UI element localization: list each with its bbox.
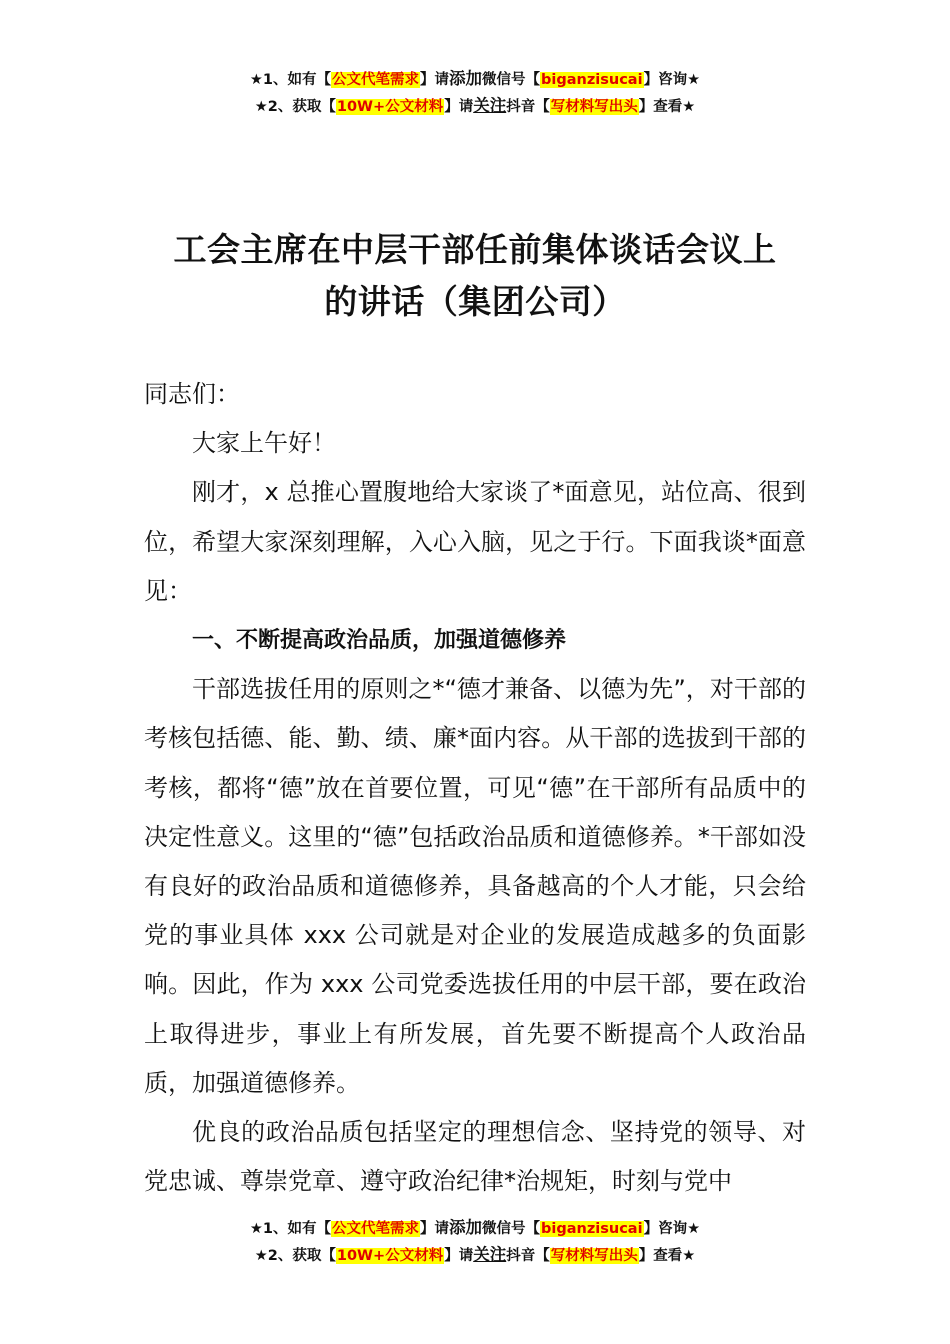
banner-highlight-wechat-id: biganzisucai [541,72,643,88]
section-heading-1: 一、不断提高政治品质，加强道德修养 [192,628,567,654]
title-line-1: 工会主席在中层干部任前集体谈话会议上 [173,230,777,269]
paragraph-section1-a: 干部选拔任用的原则之*“德才兼备、以德为先”，对干部的考核包括德、能、勤、绩、廉*面内容。从干部的选拔到干部的考核，都将“德”放在首要位置，可见“德”在干部所有品质中的决定性意义。这里的“德”包括政治品质和道德修养。*干部如没有良好的政治品质和道德修养，具备越高的个人才能，只会给党的事业具体 xxx 公司就是对企业的发展造成越多的负面影响。因此，作为 xxx 公司党委选拔任用的中层干部，要在政治上取得进步，事业上有所发展，首先要不断提高个人政治品质，加强道德修养。 [144,675,806,1097]
document-body [144,370,806,1206]
salutation: 同志们： [144,380,240,408]
banner-highlight-service: 公文代笔需求 [332,72,420,88]
banner-highlight-materials: 10W+公文材料 [336,99,444,115]
banner-line-1: ★1、如有【公文代笔需求】请添加微信号【biganzisucai】咨询★ [249,69,701,88]
footer-highlight-wechat-id: biganzisucai [541,1221,643,1237]
banner-highlight-douyin: 写材料写出头 [550,99,638,115]
footer-banner-line-2: ★2、获取【10W+公文材料】请关注抖音【写材料写出头】查看★ [254,1245,696,1264]
footer-highlight-douyin: 写材料写出头 [550,1248,638,1264]
document-title [140,224,810,328]
paragraph-intro: 刚才，x 总推心置腹地给大家谈了*面意见，站位高、很到位，希望大家深刻理解，入心入脑，见之于行。下面我谈*面意见： [144,478,806,605]
paragraph-section1-b: 优良的政治品质包括坚定的理想信念、坚持党的领导、对党忠诚、尊崇党章、遵守政治纪律*治规矩，时刻与党中 [144,1118,806,1196]
greeting: 大家上午好！ [192,429,336,458]
title-line-2: 的讲话（集团公司） [324,282,626,321]
footer-banner [0,1215,950,1269]
footer-highlight-materials: 10W+公文材料 [336,1248,444,1264]
footer-banner-line-1: ★1、如有【公文代笔需求】请添加微信号【biganzisucai】咨询★ [249,1218,701,1237]
footer-highlight-service: 公文代笔需求 [332,1221,420,1237]
header-banner [0,66,950,120]
banner-line-2: ★2、获取【10W+公文材料】请关注抖音【写材料写出头】查看★ [254,96,696,115]
